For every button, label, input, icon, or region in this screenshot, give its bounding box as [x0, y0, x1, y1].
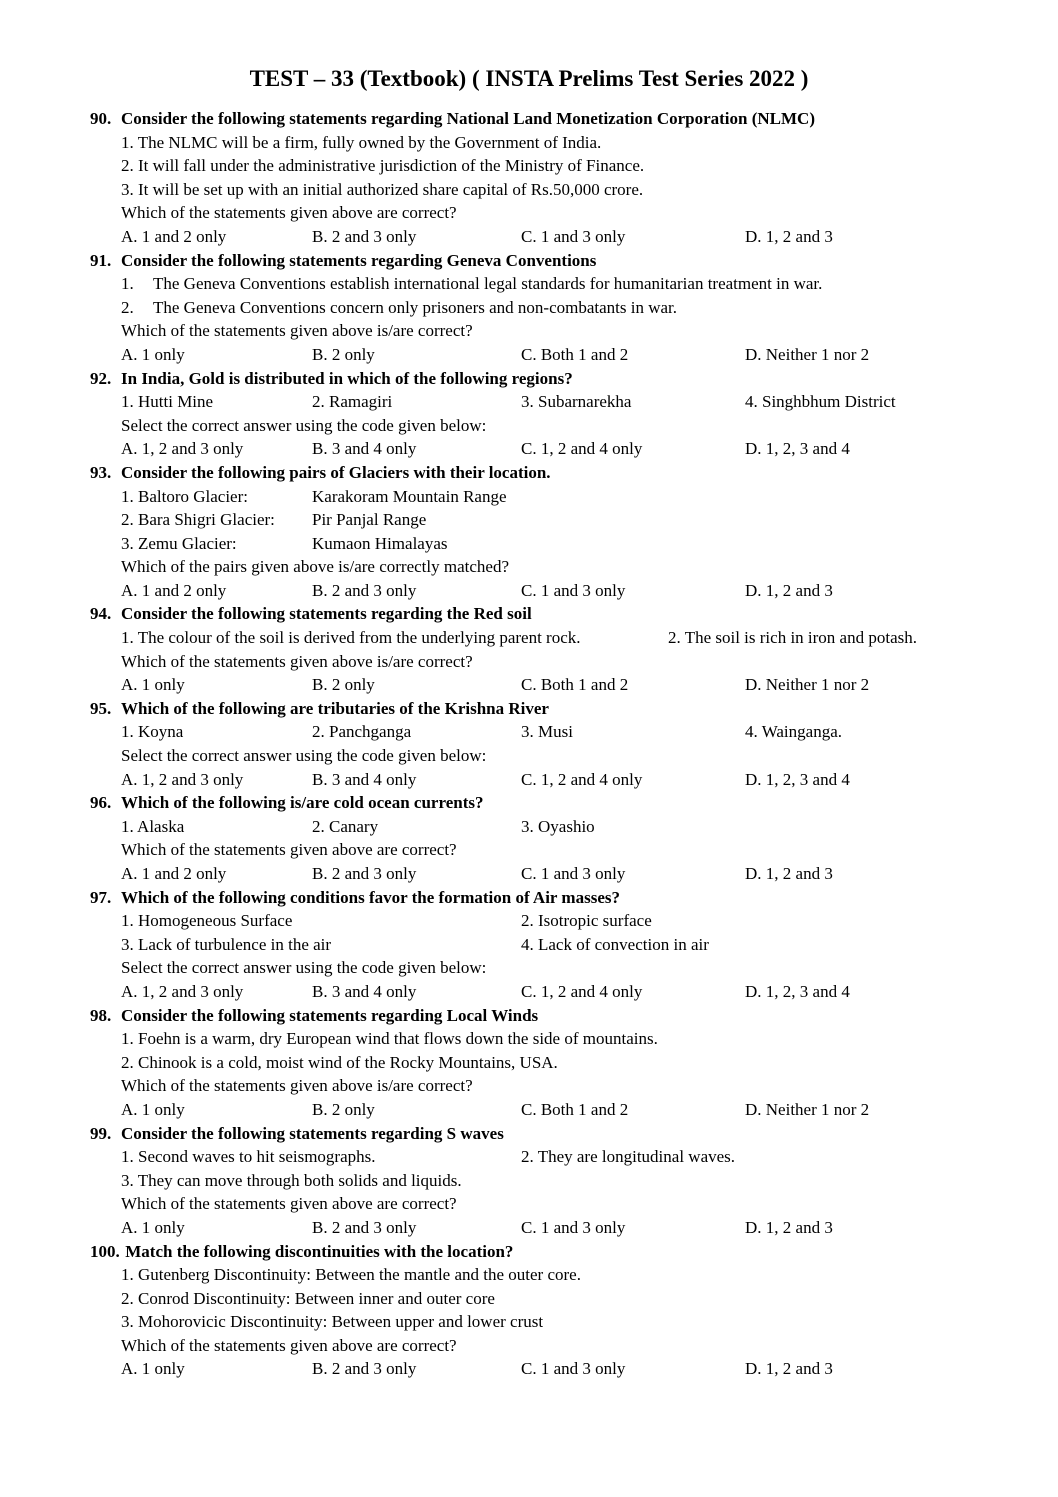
- question-text: Consider the following statements regarding National Land Monetization Corporation (NLMC): [121, 109, 815, 128]
- item: 4. Wainganga.: [745, 722, 842, 742]
- statement: [90, 296, 990, 320]
- option-c: C. 1 and 3 only: [521, 864, 626, 883]
- item: 2. Isotropic surface: [521, 911, 652, 931]
- statement: 1. The colour of the soil is derived from the underlying parent rock.: [121, 628, 581, 648]
- question-94: [90, 602, 990, 626]
- question-prompt: Select the correct answer using the code given below:: [121, 415, 487, 435]
- statement: 3. Mohorovicic Discontinuity: Between upper and lower crust: [121, 1312, 544, 1332]
- pair-row: [90, 532, 990, 556]
- option-d: D. 1, 2, 3 and 4: [745, 769, 850, 789]
- option-d: D. Neither 1 nor 2: [745, 344, 870, 364]
- option-a: A. 1, 2 and 3 only: [121, 769, 244, 789]
- pair-glacier: 2. Bara Shigri Glacier:: [121, 510, 275, 530]
- question-95: [90, 697, 990, 721]
- statement: [90, 272, 990, 296]
- option-d: D. 1, 2 and 3: [745, 1217, 833, 1237]
- option-d: D. 1, 2, 3 and 4: [745, 439, 850, 459]
- question-prompt: Which of the pairs given above is/are correctly matched?: [121, 557, 509, 577]
- question-93: [90, 461, 990, 485]
- question-text: Consider the following statements regarding Geneva Conventions: [121, 250, 597, 270]
- option-c: C. Both 1 and 2: [521, 344, 629, 364]
- question-prompt: Which of the statements given above are correct?: [121, 1194, 457, 1214]
- items-row: [90, 909, 990, 933]
- option-a: A. 1 and 2 only: [121, 864, 227, 883]
- option-c: C. 1 and 3 only: [521, 1217, 626, 1237]
- pair-location: Kumaon Himalayas: [312, 533, 448, 553]
- statement-text: The Geneva Conventions concern only prisoners and non-combatants in war.: [153, 297, 678, 317]
- question-text: In India, Gold is distributed in which of the following regions?: [121, 368, 573, 388]
- items-row: [90, 720, 990, 744]
- option-b: B. 2 and 3 only: [312, 1359, 417, 1379]
- statement: 3. They can move through both solids and liquids.: [121, 1170, 462, 1190]
- statement: 2. They are longitudinal waves.: [521, 1147, 736, 1167]
- question-number: 94.: [90, 604, 112, 624]
- question-prompt: Which of the statements given above is/are correct?: [121, 1076, 473, 1096]
- question-96: [90, 791, 990, 815]
- option-d: D. 1, 2 and 3: [745, 226, 833, 246]
- option-b: B. 2 and 3 only: [312, 864, 417, 883]
- option-d: D. Neither 1 nor 2: [745, 1099, 870, 1119]
- option-d: D. 1, 2 and 3: [745, 580, 833, 600]
- question-text: Match the following discontinuities with the location?: [125, 1241, 514, 1261]
- option-b: B. 2 only: [312, 344, 375, 364]
- question-99: [90, 1122, 990, 1146]
- question-prompt: Which of the statements given above are correct?: [121, 203, 457, 223]
- question-number: 91.: [90, 250, 112, 270]
- question-number: 92.: [90, 368, 112, 388]
- question-prompt: Which of the statements given above are correct?: [121, 1335, 457, 1355]
- options-row: [90, 1216, 990, 1240]
- option-c: C. 1, 2 and 4 only: [521, 981, 643, 1001]
- option-a: A. 1, 2 and 3 only: [121, 981, 244, 1001]
- statement: 2. The soil is rich in iron and potash.: [668, 628, 917, 648]
- question-number: 97.: [90, 887, 112, 907]
- question-prompt: Which of the statements given above is/are correct?: [121, 321, 473, 341]
- question-number: 95.: [90, 698, 112, 718]
- option-c: C. 1 and 3 only: [521, 1359, 626, 1379]
- option-a: A. 1 only: [121, 675, 185, 695]
- option-c: C. Both 1 and 2: [521, 675, 629, 695]
- question-98: [90, 1004, 990, 1028]
- item: 2. Ramagiri: [312, 392, 393, 412]
- option-b: B. 2 only: [312, 1099, 375, 1119]
- option-b: B. 3 and 4 only: [312, 439, 417, 459]
- statement-number: 2.: [121, 297, 134, 317]
- item: 1. Alaska: [121, 816, 185, 836]
- question-92: [90, 367, 990, 391]
- option-b: B. 2 and 3 only: [312, 580, 417, 600]
- options-row: [90, 437, 990, 461]
- statement: 2. Conrod Discontinuity: Between inner and outer core: [121, 1288, 495, 1308]
- option-d: D. Neither 1 nor 2: [745, 675, 870, 695]
- question-text: Consider the following pairs of Glaciers with their location.: [121, 462, 551, 482]
- options-row: [90, 1098, 990, 1122]
- option-a: A. 1 and 2 only: [121, 580, 227, 600]
- question-91: [90, 249, 990, 273]
- item: 3. Lack of turbulence in the air: [121, 934, 332, 954]
- option-c: C. 1 and 3 only: [521, 580, 626, 600]
- options-row: [90, 225, 990, 249]
- options-row: [90, 343, 990, 367]
- options-row: [90, 768, 990, 792]
- items-row: [90, 390, 990, 414]
- question-prompt: Which of the statements given above is/are correct?: [121, 651, 473, 671]
- item: 3. Oyashio: [521, 816, 595, 836]
- option-d: D. 1, 2 and 3: [745, 864, 833, 883]
- option-b: B. 2 and 3 only: [312, 226, 417, 246]
- item: 3. Subarnarekha: [521, 392, 632, 412]
- question-90: [90, 107, 990, 131]
- item: 3. Musi: [521, 722, 573, 742]
- option-b: B. 3 and 4 only: [312, 769, 417, 789]
- options-row: [90, 980, 990, 1004]
- option-c: C. Both 1 and 2: [521, 1099, 629, 1119]
- option-a: A. 1 only: [121, 1099, 185, 1119]
- option-c: C. 1, 2 and 4 only: [521, 769, 643, 789]
- page-title: TEST – 33 (Textbook) ( INSTA Prelims Test Series 2022 ): [249, 66, 809, 91]
- option-c: C. 1, 2 and 4 only: [521, 439, 643, 459]
- option-b: B. 3 and 4 only: [312, 981, 417, 1001]
- option-a: A. 1 only: [121, 1359, 185, 1379]
- pair-glacier: 3. Zemu Glacier:: [121, 533, 237, 553]
- statement-number: 1.: [121, 274, 134, 294]
- question-prompt: Select the correct answer using the code given below:: [121, 746, 487, 766]
- question-number: 99.: [90, 1123, 112, 1143]
- statements-inline: [90, 626, 990, 650]
- option-b: B. 2 only: [312, 675, 375, 695]
- option-a: A. 1 and 2 only: [121, 226, 227, 246]
- item: 1. Homogeneous Surface: [121, 911, 293, 931]
- options-row: [90, 673, 990, 697]
- option-a: A. 1 only: [121, 1217, 185, 1237]
- pair-row: [90, 508, 990, 532]
- pair-location: Karakoram Mountain Range: [312, 486, 507, 506]
- statement: 1. Foehn is a warm, dry European wind that flows down the side of mountains.: [121, 1029, 658, 1049]
- question-text: Consider the following statements regarding S waves: [121, 1123, 504, 1143]
- options-row: [90, 862, 990, 886]
- item: 4. Singhbhum District: [745, 392, 896, 412]
- question-text: Which of the following conditions favor the formation of Air masses?: [121, 887, 620, 907]
- question-number: 90.: [90, 109, 112, 128]
- item: 2. Panchganga: [312, 722, 412, 742]
- option-a: A. 1 only: [121, 344, 185, 364]
- option-b: B. 2 and 3 only: [312, 1217, 417, 1237]
- question-97: [90, 886, 990, 910]
- item: 1. Koyna: [121, 722, 184, 742]
- items-row: [90, 1145, 990, 1169]
- question-100: [90, 1240, 990, 1264]
- item: 4. Lack of convection in air: [521, 934, 709, 954]
- option-d: D. 1, 2, 3 and 4: [745, 981, 850, 1001]
- question-prompt: Which of the statements given above are correct?: [121, 840, 457, 860]
- option-d: D. 1, 2 and 3: [745, 1359, 833, 1379]
- pair-glacier: 1. Baltoro Glacier:: [121, 486, 248, 506]
- options-row: [90, 579, 990, 603]
- statement-text: The Geneva Conventions establish international legal standards for humanitarian treatment in war.: [153, 274, 823, 294]
- question-list: [90, 107, 990, 1381]
- statement: 2. Chinook is a cold, moist wind of the Rocky Mountains, USA.: [121, 1052, 558, 1072]
- option-c: C. 1 and 3 only: [521, 226, 626, 246]
- question-text: Which of the following are tributaries of the Krishna River: [121, 698, 549, 718]
- item: 2. Canary: [312, 816, 379, 836]
- option-a: A. 1, 2 and 3 only: [121, 439, 244, 459]
- item: 1. Hutti Mine: [121, 392, 214, 412]
- question-text: Which of the following is/are cold ocean currents?: [121, 793, 484, 813]
- pair-row: [90, 485, 990, 509]
- items-row: [90, 815, 990, 839]
- statement: 3. It will be set up with an initial authorized share capital of Rs.50,000 crore.: [121, 179, 644, 199]
- question-number: 98.: [90, 1005, 112, 1025]
- question-prompt: Select the correct answer using the code given below:: [121, 958, 487, 978]
- question-number: 96.: [90, 793, 112, 813]
- items-row: [90, 933, 990, 957]
- statement: 1. The NLMC will be a firm, fully owned by the Government of India.: [121, 132, 602, 152]
- question-number: 93.: [90, 462, 112, 482]
- pair-location: Pir Panjal Range: [312, 510, 427, 530]
- options-row: [90, 1357, 990, 1381]
- question-text: Consider the following statements regarding Local Winds: [121, 1005, 539, 1025]
- question-text: Consider the following statements regarding the Red soil: [121, 604, 532, 624]
- statement: 1. Second waves to hit seismographs.: [121, 1147, 376, 1167]
- question-number: 100.: [90, 1241, 120, 1261]
- statement: 1. Gutenberg Discontinuity: Between the mantle and the outer core.: [121, 1265, 581, 1285]
- statement: 2. It will fall under the administrative jurisdiction of the Ministry of Finance.: [121, 156, 645, 176]
